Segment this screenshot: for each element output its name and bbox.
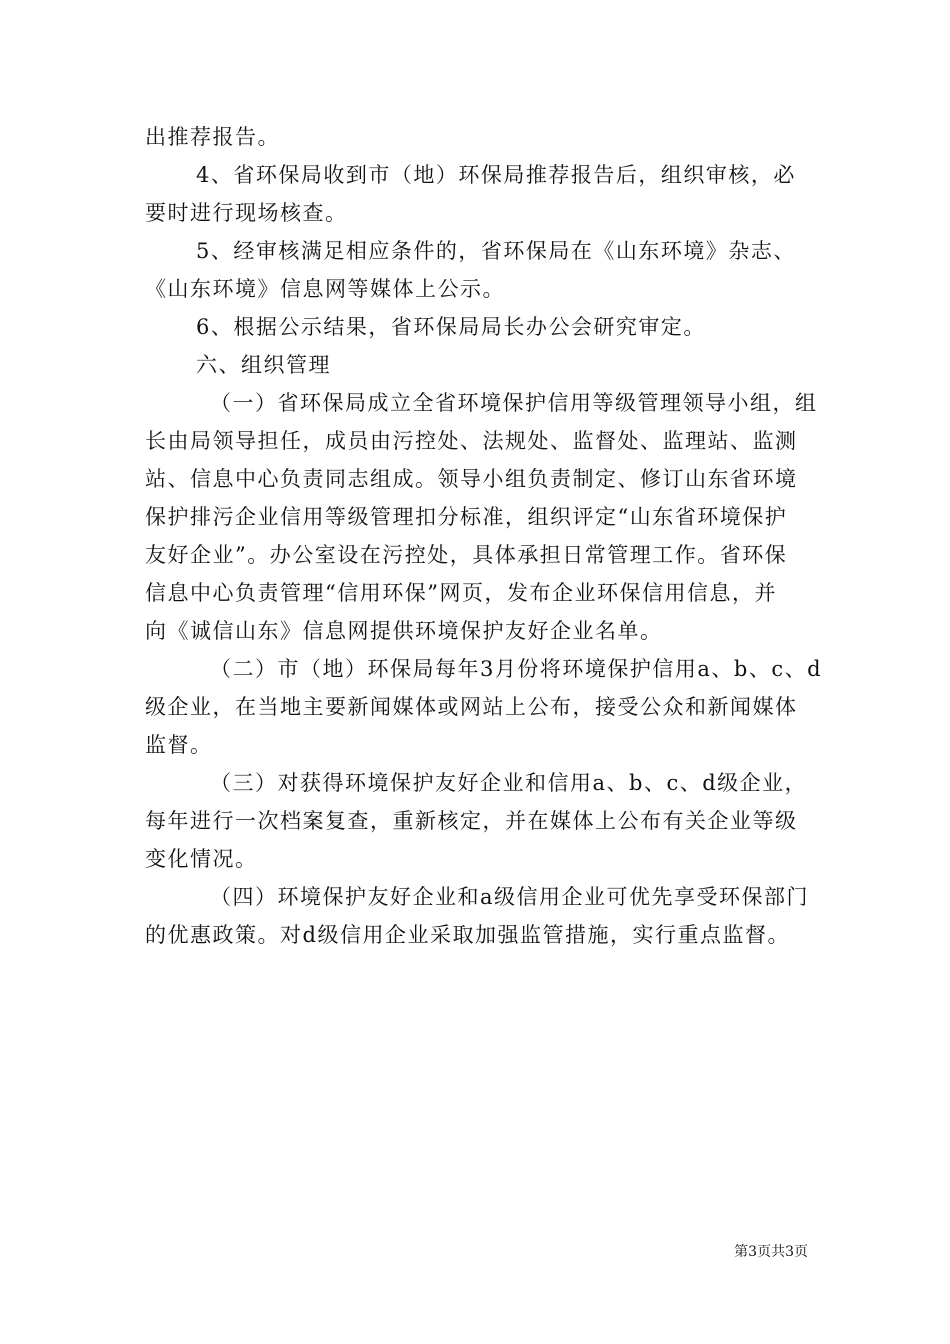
section-heading: 六、组织管理 bbox=[196, 353, 331, 377]
text-line-4: 5、经审核满足相应条件的，省环保局在《山东环境》杂志、 bbox=[196, 239, 796, 263]
text-line-3: 要时进行现场核查。 bbox=[145, 201, 348, 225]
text-line-10: 站、信息中心负责同志组成。领导小组负责制定、修订山东省环境 bbox=[145, 467, 798, 491]
text-line-17: 监督。 bbox=[145, 733, 213, 757]
text-line-18: （三）对获得环境保护友好企业和信用a、b、c、d级企业， bbox=[210, 771, 808, 795]
text-line-13: 信息中心负责管理“信用环保”网页，发布企业环保信用信息，并 bbox=[145, 581, 777, 605]
page-number-footer: 第3页共3页 bbox=[734, 1244, 808, 1260]
text-line-20: 变化情况。 bbox=[145, 847, 258, 871]
text-line-2: 4、省环保局收到市（地）环保局推荐报告后，组织审核，必 bbox=[196, 163, 796, 187]
text-line-15: （二）市（地）环保局每年3月份将环境保护信用a、b、c、d bbox=[210, 657, 823, 681]
text-line-12: 友好企业”。办公室设在污控处，具体承担日常管理工作。省环保 bbox=[145, 543, 788, 567]
text-line-16: 级企业，在当地主要新闻媒体或网站上公布，接受公众和新闻媒体 bbox=[145, 695, 798, 719]
text-line-5: 《山东环境》信息网等媒体上公示。 bbox=[145, 277, 505, 301]
text-line-11: 保护排污企业信用等级管理扣分标准，组织评定“山东省环境保护 bbox=[145, 505, 788, 529]
text-line-21: （四）环境保护友好企业和a级信用企业可优先享受环保部门 bbox=[210, 885, 810, 909]
text-line-1: 出推荐报告。 bbox=[145, 125, 280, 149]
text-line-14: 向《诚信山东》信息网提供环境保护友好企业名单。 bbox=[145, 619, 663, 643]
text-line-9: 长由局领导担任，成员由污控处、法规处、监督处、监理站、监测 bbox=[145, 429, 798, 453]
text-line-22: 的优惠政策。对d级信用企业采取加强监管措施，实行重点监督。 bbox=[145, 923, 790, 947]
text-line-6: 6、根据公示结果，省环保局局长办公会研究审定。 bbox=[196, 315, 706, 339]
text-line-8: （一）省环保局成立全省环境保护信用等级管理领导小组，组 bbox=[210, 391, 818, 415]
text-line-19: 每年进行一次档案复查，重新核定，并在媒体上公布有关企业等级 bbox=[145, 809, 798, 833]
